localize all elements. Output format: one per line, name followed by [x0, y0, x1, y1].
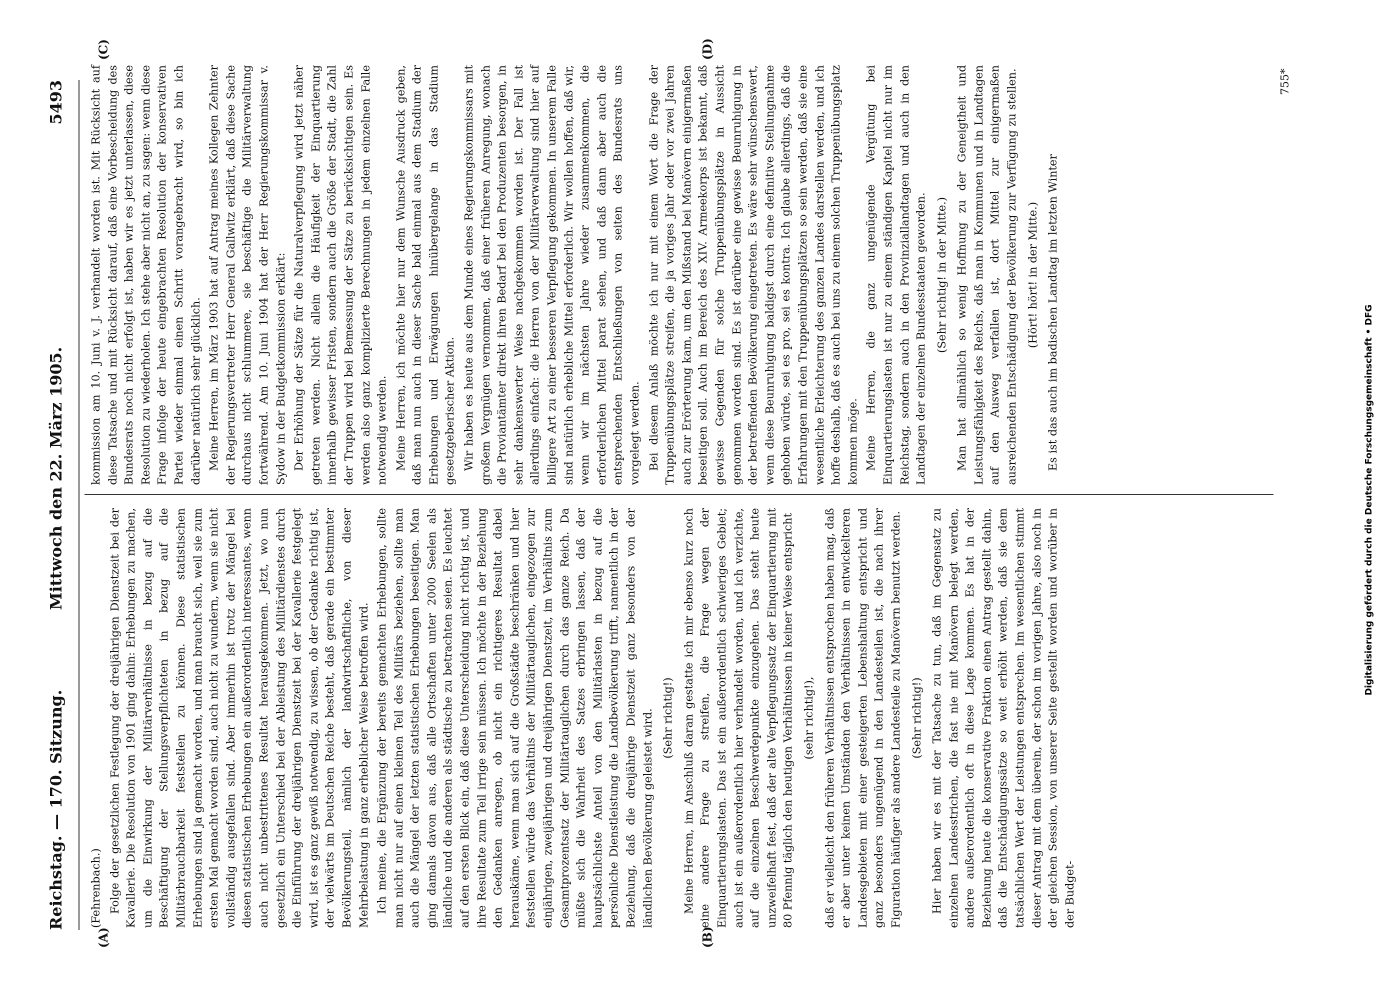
column-right — [88, 65, 1064, 485]
paragraph: Ich meine, die Ergänzung der bereits gemachten Erhebungen, sollte man nicht nur auf einen kleinen Teil des Militärs beziehen, sollte man auch die Mängel der letzten statistischen Erhebungen beseitigen. Man ging damals davon aus, daß alle Ortschaften unter 2000 Seelen als ländliche und die anderen als städtische zu betrachten seien. Es leuchtet auf den ersten Blick ein, daß diese Unterscheidung nicht richtig ist, und ihre Resultate zum Teil irrige sein müssen. Ich möchte in der Beziehung den Gedanken anregen, ob nicht ein richtigeres Resultat dabei herauskäme, wenn man sich auf die Großstädte beschränken und hier feststellen würde das Verhältnis der Militärtauglichen, eingezogen zur einjährigen, zweijährigen und dreijährigen Dienstzeit, im Verhältnis zum Gesamtprozentsatz der Militärtauglichen durch das ganze Reich. Da müßte sich die Wahrheit des Satzes erbringen lassen, daß der hauptsächlichste Anteil von den Militärlasten in bezug auf die persönliche Dienstleistung die Landbevölkerung trifft, namentlich in der Beziehung, daß die dreijährige Dienstzeit ganz besonders von der ländlichen Bevölkerung geleistet wird. — [375, 508, 654, 928]
page-header — [46, 80, 76, 930]
paragraph: Meine Herren, im März 1903 hat auf Antrag meines Kollegen Zehnter der Regierungsvertreter Herr General Gallwitz erklärt, daß diese Sache durchaus nicht schlummere, sie beschäftige die Militärverwaltung fortwährend. Am 10. Juni 1904 hat der Herr Regierungskommissar v. Sydow in der Budgetkommission erklärt: — [207, 65, 287, 485]
margin-mark-d: (D) — [700, 38, 714, 60]
quote-paragraph: Der Erhöhung der Sätze für die Naturalverpflegung wird jetzt näher getreten werden. Nicht allein die Häufigkeit der Einquartierung innerhalb gewisser Fristen, sondern auch die Größe der Stadt, die Zahl der Truppen wird bei Bemessung der Sätze zu berücksichtigen sein. Es werden also ganz komplizierte Berechnungen in jedem einzelnen Falle notwendig werden. — [292, 65, 389, 485]
paragraph: Folge der gesetzlichen Festlegung der dreijährigen Dienstzeit bei der Kavallerie. Die Resolution von 1901 ging dahin: Erhebungen zu machen, um die Einwirkung der Militärverhältnisse in bezug auf die Beschäftigung der Stellungsverpflichteten in bezug auf die Militärbrauchbarkeit feststellen zu können. Diese statistischen Erhebungen sind ja gemacht worden, und man braucht sich, weil sie zum ersten Mal gemacht worden sind, auch nicht zu wundern, wenn sie nicht vollständig ausgefallen sind. Aber immerhin ist trotz der Mängel bei diesen statistischen Erhebungen ein außerordentlich interessantes, wenn auch nicht unbestrittenes Resultat herausgekommen. Jetzt, wo nun gesetzlich ein Unterschied bei der Ableistung des Militärdienstes durch die Einführung der dreijährigen Dienstzeit bei der Kavallerie festgelegt wird, ist es ganz gewiß notwendig, zu wissen, ob der Gedanke richtig ist, der vielwärts im Deutschen Reiche besteht, daß gerade ein bestimmter Bevölkerungsteil, nämlich der landwirtschaftliche, von dieser Mehrbelastung in ganz erheblicher Weise betroffen wird. — [107, 508, 370, 928]
paragraph: Meine Herren, die ganz ungenügende Vergütung bei Einquartierungslasten ist nur zu einem ständigen Kapitel nicht nur im Reichstag, sondern auch in den Provinziallandtagen und auch in den Landtagen der einzelnen Bundesstaaten geworden. — [864, 65, 928, 485]
paragraph: Meine Herren, ich möchte hier nur dem Wunsche Ausdruck geben, daß man nun auch in dieser Sache bald einmal aus dem Stadium der Erhebungen und Erwägungen hinübergelange in das Stadium gesetzgeberischer Aktion. — [393, 65, 457, 485]
footer-text: Digitalisierung gefördert durch die Deutsche Forschungsgemeinschaft • DFG — [1365, 304, 1376, 696]
paragraph: Meine Herren, im Anschluß daran gestatte ich mir ebenso kurz noch eine andere Frage zu streifen, die Frage wegen der Einquartierungslasten. Das ist ein außerordentlich schwieriges Gebiet; auch ist ein außerordentlich hier verhandelt worden, und ich verzichte, auf die einzelnen Beschwerdepunkte einzugehen. Das steht heute unzweifelhaft fest, daß der alte Verpflegungssatz der Einquartierung mit 80 Pfennig täglich den heutigen Verhältnissen in keiner Weise entspricht — [681, 508, 795, 928]
interjection: (Sehr richtig!) — [909, 677, 923, 759]
speaker-tag: (Fehrenbach.) — [89, 848, 102, 928]
paragraph: Wir haben es heute aus dem Munde eines Regierungskommissars mit großem Vergnügen vernommen, daß einer früheren Anregung, wonach die Proviantämter direkt ihren Bedarf bei den Produzenten besorgen, in sehr dankenswerter Weise nachgekommen worden ist. Der Fall ist allerdings einfach: die Herren von der Militärverwaltung sind hier auf billigere Art zu einer besseren Verpflegung gekommen. In unserem Falle sind natürlich erhebliche Mittel erforderlich. Wir wollen hoffen, daß wir, wenn wir im nächsten Jahre wieder zusammenkommen, die erforderlichen Mittel parat sehen, und daß dann aber auch die entsprechenden Entschließungen von seiten des Bundesrats uns vorgelegt werden. — [462, 65, 641, 485]
paragraph: Man hat allmählich so wenig Hoffnung zu der Geneigtheit und Leistungsfähigkeit des Reichs, daß man in Kommunen und in Landtagen auf den Ausweg verfallen ist, dort Mittel zur einigermaßen ausreichenden Entschädigung der Bevölkerung zur Verfügung zu stellen. — [955, 65, 1019, 485]
signature-mark: 755* — [1278, 68, 1291, 95]
margin-mark-c: (C) — [96, 39, 110, 60]
footer-strip — [1361, 0, 1379, 1000]
margin-mark-a: (A) — [96, 927, 110, 948]
header-date: Mittwoch den 22. März 1905. — [46, 346, 65, 610]
paragraph: Es ist das auch im badischen Landtag im letzten Winter — [1046, 154, 1060, 471]
page-number: 5493 — [46, 80, 65, 125]
margin-mark-b: (B) — [700, 926, 714, 948]
column-left — [88, 508, 1080, 928]
header-left: Reichstag. — 170. Sitzung. — [46, 689, 65, 930]
column-divider — [84, 494, 1273, 495]
paragraph: Bei diesem Anlaß möchte ich nur mit einem Wort die Frage der Truppenübungsplätze streifen, die ja voriges Jahr oder vor zwei Jahren auch zur Erörterung kam, um den Mißstand bei Manövern einigermaßen beseitigen soll. Auch im Bereich des XIV. Armeekorps ist bekannt, daß gewisse Gegenden für solche Truppenübungsplätze in Aussicht genommen worden sind. Es ist darüber eine gewisse Beunruhigung in der betreffenden Bevölkerung eingetreten. Es wäre sehr wünschenswert, wenn diese Beunruhigung baldigst durch eine definitive Stellungnahme gehoben würde, sei es pro, sei es kontra. Ich glaube allerdings, daß die Erfahrungen mit den Truppenübungsplätzen so sein werden, daß sie eine wesentliche Erleichterung des ganzen Landes darstellen werden, und ich hoffe deshalb, daß es auch bei uns zu einem solchen Truppenübungsplatz kommen möge. — [646, 65, 859, 485]
interjection: (Sehr richtig! in der Mitte.) — [934, 196, 948, 354]
paragraph: daß er vielleicht den früheren Verhältnissen entsprochen haben mag, daß er aber unter keinen Umständen den Verhältnissen in entwickelteren Landesgebieten mit einer gesteigerten Lebenshaltung entspricht und ganz besonders ungenügend in den Landesteilen ist, die nach ihrer Figuration häufiger als andere Landesteile zu Manövern benutzt werden. — [822, 508, 902, 928]
interjection: (Sehr richtig!) — [661, 677, 675, 759]
paragraph: Hier haben wir es mit der Tatsache zu tun, daß im Gegensatz zu einzelnen Landesstrichen, die fast nie mit Manövern belegt werden, andere außerordentlich oft in diese Lage kommen. Es hat in der Beziehung heute die konservative Fraktion einen Antrag gestellt dahin, daß die Entschädigungssätze so weit erhöht werden, daß sie dem tatsächlichen Wert der Leistungen entsprechen. Im wesentlichen stimmt dieser Antrag mit dem überein, der schon im vorigen Jahre, also noch in der gleichen Session, von unserer Seite gestellt worden und worüber in der Budget- — [930, 508, 1076, 928]
interjection: (Hört! hört! in der Mitte.) — [1025, 201, 1039, 349]
interjection: (sehr richtig!), — [801, 676, 815, 760]
paragraph: kommission am 10. Juni v. J. verhandelt worden ist. Mit Rücksicht auf diese Tatsache und mit Rücksicht darauf, daß eine Vorbescheidung des Bundesrats noch nicht erfolgt ist, haben wir es jetzt unterlassen, diese Resolution zu wiederholen. Ich stehe aber nicht an, zu sagen: wenn diese Frage infolge der heute eingebrachten Resolution der konservativen Partei wieder einmal einen Schritt vorangebracht wird, so bin ich darüber natürlich sehr glücklich. — [89, 65, 202, 485]
header-rule — [78, 80, 79, 930]
